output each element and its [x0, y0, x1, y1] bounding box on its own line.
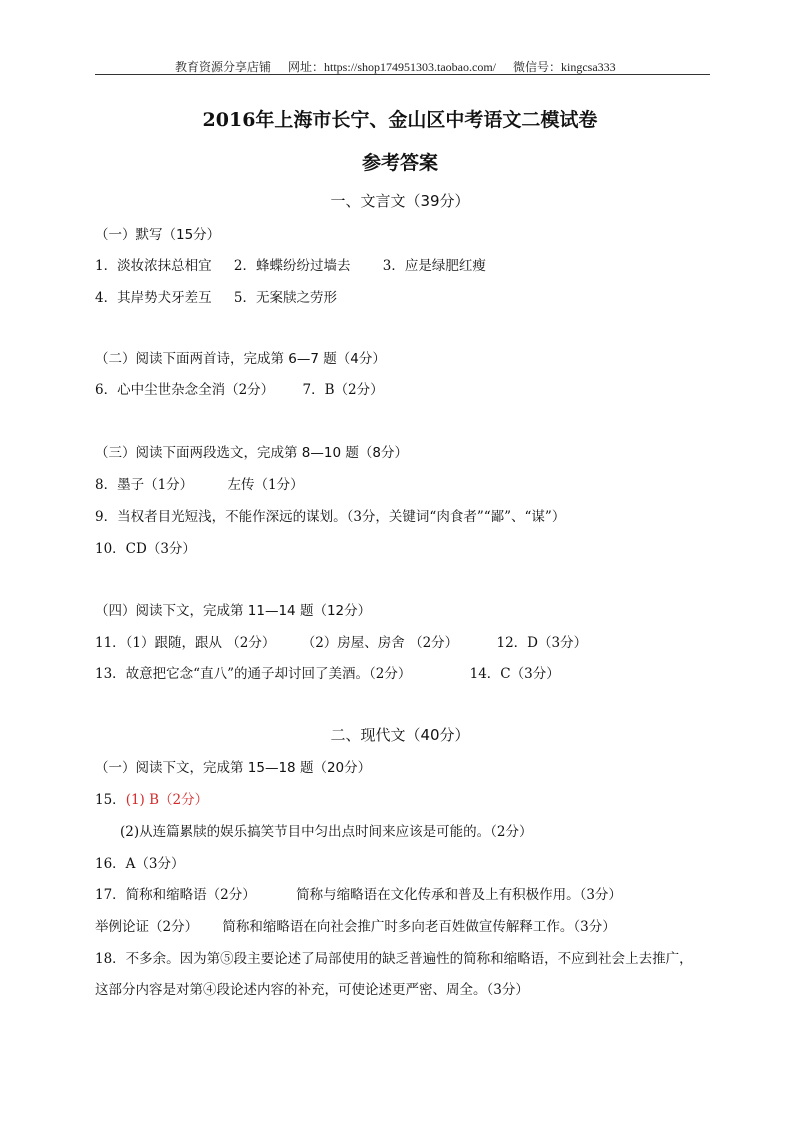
page-header	[175, 58, 735, 75]
part1-s2-line1	[95, 378, 384, 398]
part1-s4-line1	[95, 631, 587, 651]
answer-6: 6．心中尘世杂念全消（2分）	[95, 382, 275, 398]
part2-heading: 二、现代文（40分）	[330, 726, 470, 744]
answer-16: 16．A（3分）	[95, 856, 185, 872]
answer-17b: 简称与缩略语在文化传承和普及上有积极作用。（3分）	[296, 887, 622, 903]
header-wechat: 微信号：kingcsa333	[513, 60, 616, 74]
page-subtitle: 参考答案	[361, 152, 438, 174]
part1-s3-heading: （三）阅读下面两段选文，完成第 8—10 题（8分）	[95, 445, 408, 461]
part1-s4-line2	[95, 662, 560, 682]
answer-12: 12．D（3分）	[496, 635, 588, 651]
answer-15-line1	[95, 788, 208, 808]
header-shop: 教育资源分享店铺	[175, 60, 272, 74]
page-title: 2016年上海市长宁、金山区中考语文二模试卷	[202, 109, 598, 131]
answer-17-line1	[95, 883, 622, 903]
answer-14: 14．C（3分）	[469, 666, 560, 682]
part1-s3-line1	[95, 473, 304, 493]
part1-s1-heading: （一）默写（15分）	[95, 227, 221, 243]
answer-17c: 举例论证（2分）	[95, 919, 199, 935]
answer-2: 2．蜂蝶纷纷过墙去	[233, 258, 351, 274]
answer-15-number: 15．	[95, 792, 126, 808]
answer-1: 1．淡妆浓抹总相宜	[95, 258, 212, 274]
part2-s1-heading: （一）阅读下文，完成第 15—18 题（20分）	[95, 760, 372, 776]
part1-s2-heading: （二）阅读下面两首诗，完成第 6—7 题（4分）	[95, 351, 386, 367]
answer-17d: 简称和缩略语在向社会推广时多向老百姓做宣传解释工作。（3分）	[222, 919, 616, 935]
part1-s1-line2	[95, 286, 337, 306]
answer-10: 10．CD（3分）	[95, 541, 196, 557]
answer-5: 5．无案牍之劳形	[233, 290, 337, 306]
answer-11b: （2）房屋、房舍 （2分）	[301, 635, 459, 651]
answer-18-line2: 这部分内容是对第④段论述内容的补充，可使论述更严密、周全。（3分）	[95, 982, 529, 998]
answer-15b: (2)从连篇累牍的娱乐搞笑节目中匀出点时间来应该是可能的。（2分）	[120, 824, 533, 840]
answer-18-line1: 18．不多余。因为第⑤段主要论述了局部使用的缺乏普遍性的简称和缩略语，不应到社会上去推广，	[95, 951, 693, 967]
answer-11a: 11．（1）跟随，跟从 （2分）	[95, 635, 276, 651]
answer-7: 7．B（2分）	[302, 382, 384, 398]
answer-13: 13．故意把它念“直八”的通子却讨回了美酒。（2分）	[95, 666, 412, 682]
part1-heading: 一、文言文（39分）	[330, 192, 470, 210]
answer-8b: 左传（1分）	[227, 477, 304, 493]
answer-15a: (1) B（2分）	[125, 792, 209, 808]
answer-9: 9．当权者目光短浅，不能作深远的谋划。（3分，关键词“肉食者”“鄙”、“谋”）	[95, 509, 566, 525]
part1-s4-heading: （四）阅读下文，完成第 11—14 题（12分）	[95, 603, 372, 619]
header-divider	[95, 74, 710, 75]
answer-17-line2	[95, 915, 616, 935]
part1-s1-line1	[95, 254, 486, 274]
header-site: 网址：https://shop174951303.taobao.com/	[288, 60, 497, 74]
answer-8a: 8．墨子（1分）	[95, 477, 194, 493]
answer-17a: 17．简称和缩略语（2分）	[95, 887, 256, 903]
answer-3: 3．应是绿肥红瘦	[382, 258, 486, 274]
answer-4: 4．其岸势犬牙差互	[95, 290, 212, 306]
